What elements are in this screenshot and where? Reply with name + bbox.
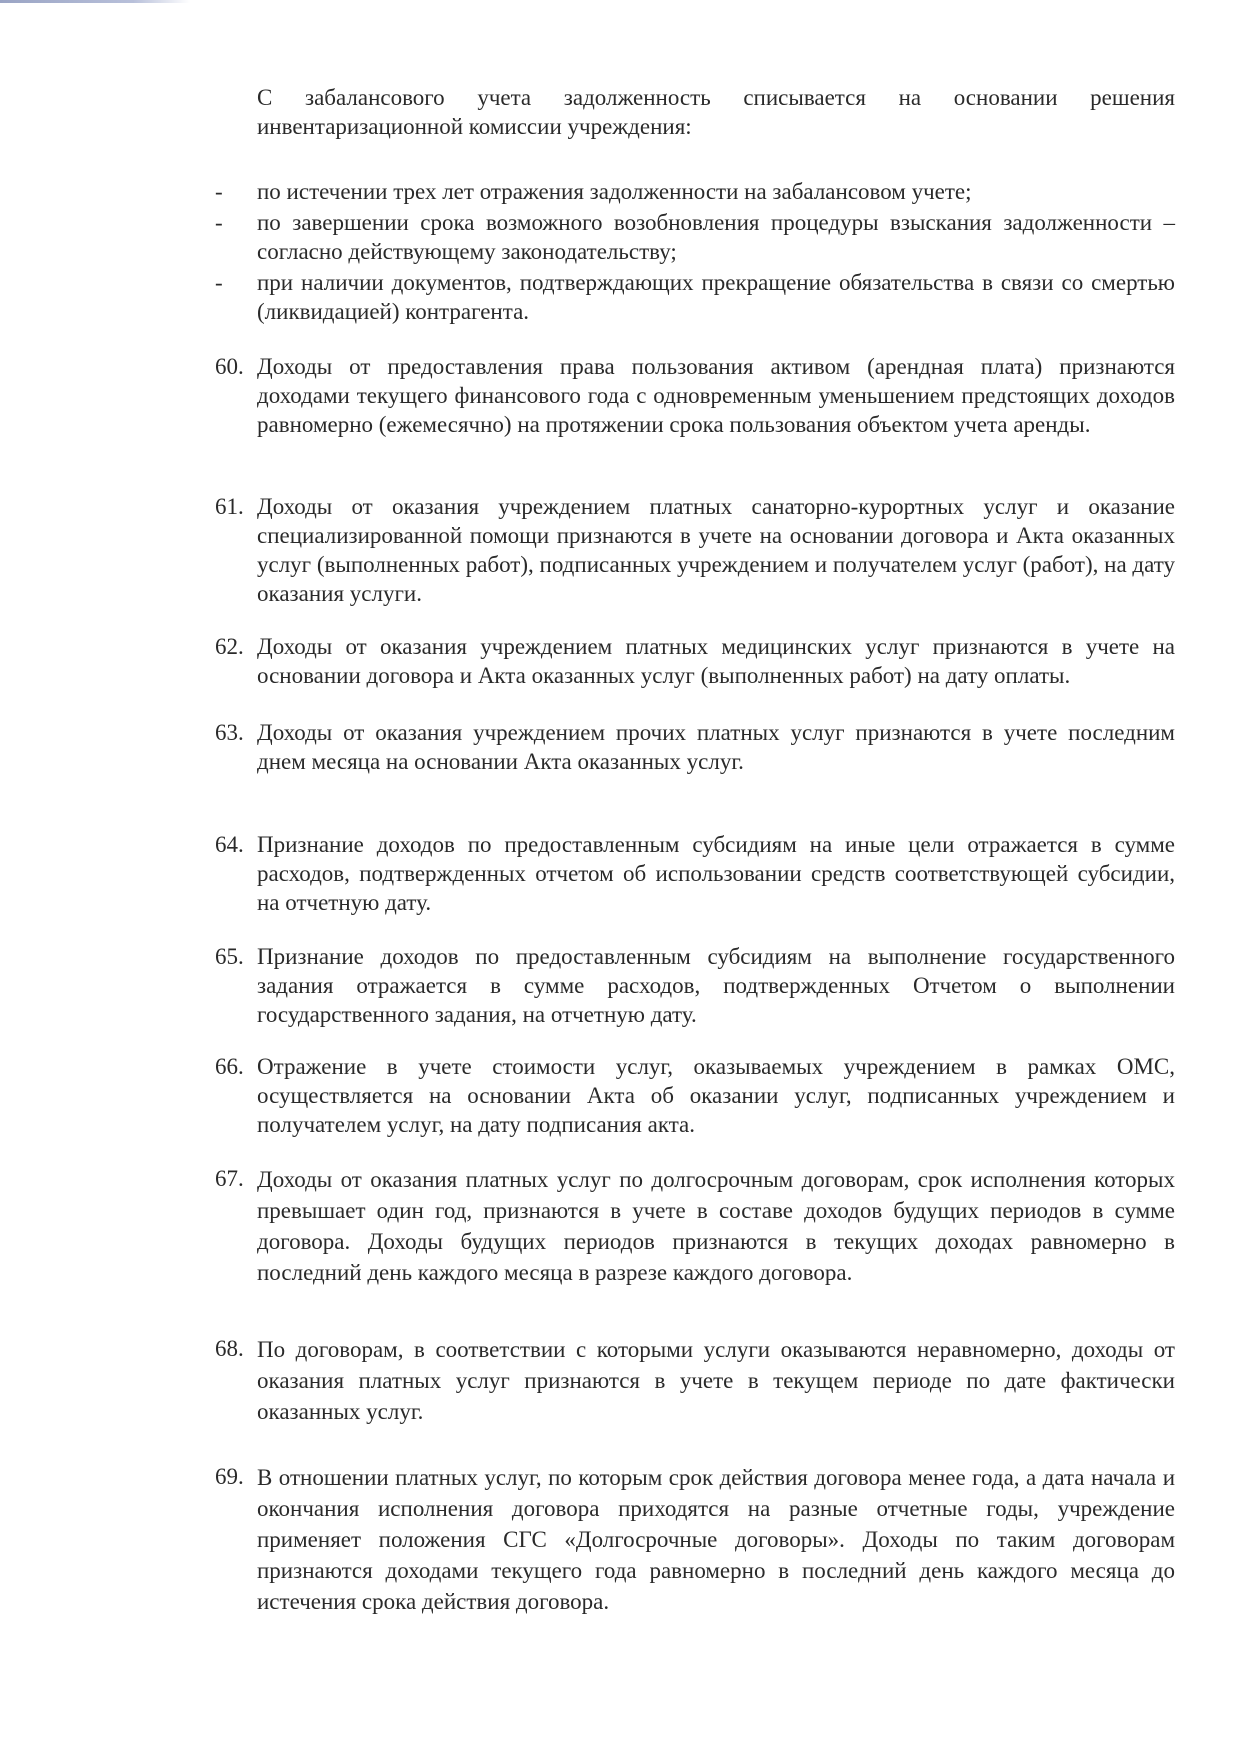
clause-number: 63. (215, 720, 244, 745)
clause-text: Признание доходов по предоставленным субсидиям на иные цели отражается в сумме расходов, подтвержденных отчетом об использовании средств соответствующей субсидии, на отчетную дату. (257, 832, 1175, 915)
clause-text: Отражение в учете стоимости услуг, оказываемых учреждением в рамках ОМС, осуществляется на основании Акта об оказании услуг, подписанных учреждением и получателем услуг, на дату подписания акта. (257, 1054, 1175, 1137)
clause-text: В отношении платных услуг, по которым срок действия договора менее года, а дата начала и окончания исполнения договора приходятся на разные отчетные годы, учреждение применяет положения СГС «Долгосрочные договоры». Доходы по таким договорам признаются доходами текущего года равномерно в последний день каждого месяца до истечения срока действия договора. (257, 1465, 1175, 1614)
bullet-list (215, 177, 1175, 326)
clause-number: 60. (215, 354, 244, 379)
intro-paragraph: С забалансового учета задолженность списывается на основании решения инвентаризационной комиссии учреждения: (257, 85, 1175, 139)
list-item (215, 208, 1175, 266)
list-item (215, 268, 1175, 326)
clause-number: 65. (215, 944, 244, 969)
clause-60 (215, 352, 1175, 439)
clause-text: Доходы от предоставления права пользования активом (арендная плата) признаются доходами текущего финансового года с одновременным уменьшением предстоящих доходов равномерно (ежемесячно) на протяжении срока пользования объектом учета аренды. (257, 354, 1175, 437)
bullet-dash: - (215, 210, 223, 235)
clause-67 (215, 1164, 1175, 1288)
clause-number: 64. (215, 832, 244, 857)
bullet-dash: - (215, 179, 223, 204)
clause-text: Доходы от оказания учреждением платных медицинских услуг признаются в учете на основании договора и Акта оказанных услуг (выполненных работ) на дату оплаты. (257, 634, 1175, 688)
clause-text: Признание доходов по предоставленным субсидиям на выполнение государственного задания отражается в сумме расходов, подтвержденных Отчетом о выполнении государственного задания, на отчетную дату. (257, 944, 1175, 1027)
clause-text: По договорам, в соответствии с которыми услуги оказываются неравномерно, доходы от оказания платных услуг признаются в учете в текущем периоде по дате фактически оказанных услуг. (257, 1337, 1175, 1424)
scan-edge-mark (0, 0, 190, 3)
bullet-dash: - (215, 270, 223, 295)
bullet-text: при наличии документов, подтверждающих прекращение обязательства в связи со смертью (ликвидацией) контрагента. (257, 270, 1175, 324)
clause-number: 68. (215, 1336, 244, 1361)
clause-64 (215, 830, 1175, 917)
clause-63 (215, 718, 1175, 776)
bullet-text: по завершении срока возможного возобновления процедуры взыскания задолженности – согласно действующему законодательству; (257, 210, 1175, 264)
list-item (215, 177, 1175, 206)
clause-number: 69. (215, 1464, 244, 1489)
bullet-text: по истечении трех лет отражения задолженности на забалансовом учете; (257, 179, 972, 204)
clause-61 (215, 492, 1175, 608)
clause-62 (215, 632, 1175, 690)
clause-66 (215, 1052, 1175, 1139)
clause-number: 67. (215, 1166, 244, 1191)
clause-text: Доходы от оказания платных услуг по долгосрочным договорам, срок исполнения которых превышает один год, признаются в учете в составе доходов будущих периодов в сумме договора. Доходы будущих периодов признаются в текущих доходах равномерно в последний день каждого месяца в разрезе каждого договора. (257, 1167, 1175, 1285)
clause-text: Доходы от оказания учреждением прочих платных услуг признаются в учете последним днем месяца на основании Акта оказанных услуг. (257, 720, 1175, 774)
clause-number: 62. (215, 634, 244, 659)
clause-number: 66. (215, 1054, 244, 1079)
clause-68 (215, 1334, 1175, 1427)
clause-number: 61. (215, 494, 244, 519)
clause-65 (215, 942, 1175, 1029)
clause-69 (215, 1462, 1175, 1617)
clause-text: Доходы от оказания учреждением платных санаторно-курортных услуг и оказание специализированной помощи признаются в учете на основании договора и Акта оказанных услуг (выполненных работ), подписанных учреждением и получателем услуг (работ), на дату оказания услуги. (257, 494, 1175, 606)
